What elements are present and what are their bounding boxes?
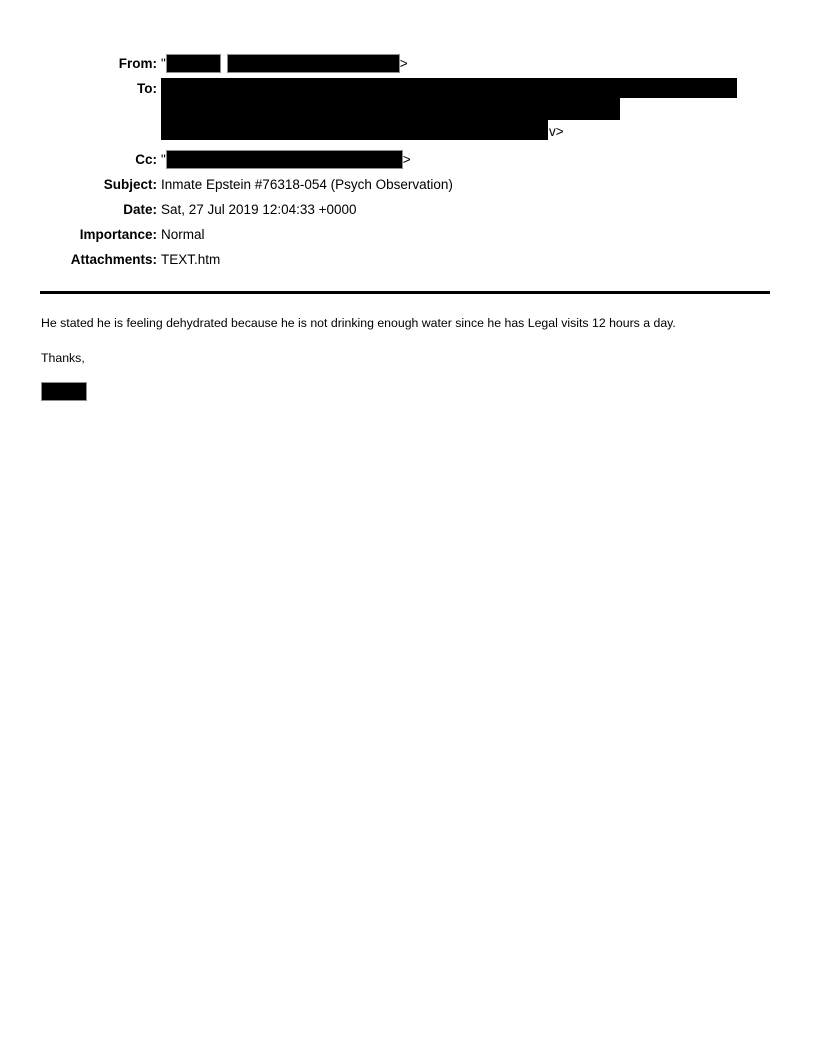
importance-value: Normal bbox=[161, 227, 205, 242]
redaction-block bbox=[227, 54, 400, 73]
attachments-value: TEXT.htm bbox=[161, 252, 221, 267]
cc-angle-bracket: > bbox=[402, 152, 411, 167]
cc-open-quote: " bbox=[161, 152, 166, 167]
body-closing: Thanks, bbox=[41, 351, 85, 365]
redaction-block bbox=[166, 54, 221, 73]
date-label: Date: bbox=[123, 202, 157, 217]
from-angle-bracket: > bbox=[399, 56, 408, 71]
from-label: From: bbox=[118, 56, 157, 71]
body-paragraph: He stated he is feeling dehydrated because he is not drinking enough water since he has Legal visits 12 hours a day. bbox=[41, 316, 676, 330]
header-row-cc bbox=[40, 147, 776, 172]
email-header bbox=[40, 51, 776, 272]
from-value bbox=[161, 51, 408, 76]
header-row-subject bbox=[40, 172, 776, 197]
to-label: To: bbox=[137, 81, 157, 96]
to-value bbox=[161, 76, 737, 140]
header-row-from bbox=[40, 51, 776, 76]
to-visible-tail: v> bbox=[549, 124, 564, 139]
from-open-quote: " bbox=[161, 56, 166, 71]
header-row-importance bbox=[40, 222, 776, 247]
cc-label: Cc: bbox=[135, 152, 157, 167]
cc-value bbox=[161, 147, 411, 172]
header-row-date bbox=[40, 197, 776, 222]
subject-label: Subject: bbox=[103, 177, 157, 192]
redaction-block bbox=[161, 78, 737, 98]
redaction-block-signature bbox=[41, 382, 87, 401]
redaction-block bbox=[161, 98, 620, 120]
redaction-block bbox=[166, 150, 403, 169]
to-last-line bbox=[161, 120, 737, 140]
redaction-block bbox=[161, 120, 548, 140]
subject-value: Inmate Epstein #76318-054 (Psych Observation) bbox=[161, 177, 453, 192]
date-value: Sat, 27 Jul 2019 12:04:33 +0000 bbox=[161, 202, 357, 217]
attachments-label: Attachments: bbox=[70, 252, 157, 267]
header-row-attachments bbox=[40, 247, 776, 272]
email-content bbox=[40, 0, 776, 401]
email-body bbox=[40, 316, 776, 401]
header-body-divider bbox=[40, 291, 770, 294]
header-row-to bbox=[40, 76, 776, 140]
importance-label: Importance: bbox=[79, 227, 157, 242]
